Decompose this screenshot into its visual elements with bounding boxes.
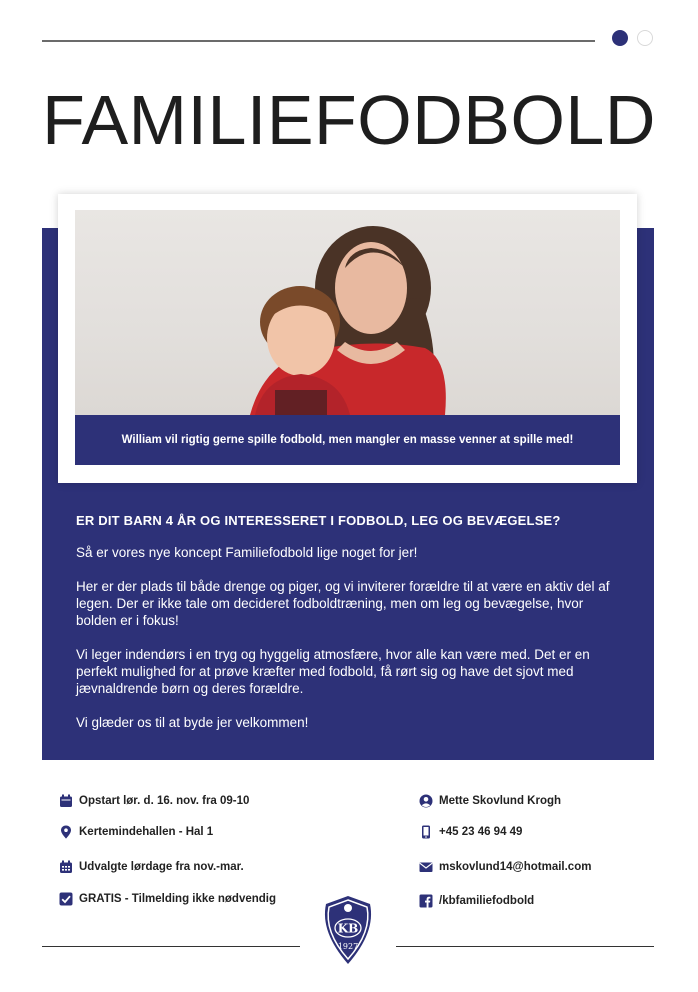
- info-price: [59, 892, 276, 906]
- photo-caption: William vil rigtig gerne spille fodbold, men mangler en masse venner at spille med!: [75, 415, 620, 465]
- body-content: [76, 513, 626, 748]
- bottom-divider-left: [42, 946, 300, 947]
- svg-text:1927: 1927: [337, 942, 359, 951]
- paragraph-description: Her er der plads til både drenge og piger, og vi inviterer forældre til at være en aktiv del af legen. Der er ikke tale om decideret fodboldtræning, men om leg og bevægelse, hvor bolden er i fokus!: [76, 579, 610, 628]
- location-pin-icon: [59, 825, 73, 839]
- club-logo: [318, 894, 378, 966]
- phone-icon: [419, 825, 433, 839]
- envelope-icon: [419, 860, 433, 874]
- page-title: FAMILIEFODBOLD: [42, 81, 656, 159]
- top-divider: [42, 40, 595, 42]
- info-start-date: [59, 794, 249, 808]
- info-phone-text: +45 23 46 94 49: [439, 826, 523, 838]
- calendar-grid-icon: [59, 860, 73, 874]
- content-heading: ER DIT BARN 4 ÅR OG INTERESSERET I FODBOLD, LEG OG BEVÆGELSE?: [76, 513, 561, 528]
- paragraph-atmosphere: Vi leger indendørs i en tryg og hyggelig atmosfære, hvor alle kan være med. Det er en perfekt mulighed for at prøve kræfter med fodbold, få rørt sig og have det sjovt med jævnaldrende børn og deres forældre.: [76, 647, 590, 696]
- info-facebook-text: /kbfamiliefodbold: [439, 895, 535, 907]
- info-start-date-text: Opstart lør. d. 16. nov. fra 09-10: [79, 795, 250, 807]
- paragraph-intro: Så er vores nye koncept Familiefodbold lige noget for jer!: [76, 545, 418, 560]
- page-indicator-dot[interactable]: [637, 30, 653, 46]
- info-schedule-text: Udvalgte lørdage fra nov.-mar.: [79, 861, 244, 873]
- info-contact-name-text: Mette Skovlund Krogh: [439, 795, 562, 807]
- info-facebook[interactable]: [419, 894, 534, 908]
- paragraph-welcome: Vi glæder os til at byde jer velkommen!: [76, 715, 309, 730]
- family-photo: [75, 210, 620, 415]
- page-indicator-dot-active[interactable]: [612, 30, 628, 46]
- checkbox-icon: [59, 892, 73, 906]
- info-location-text: Kertemindehallen - Hal 1: [79, 826, 214, 838]
- photo-card: [58, 194, 637, 483]
- info-location: [59, 825, 213, 839]
- info-email[interactable]: [419, 860, 591, 874]
- info-phone[interactable]: [419, 825, 522, 839]
- info-schedule: [59, 860, 244, 874]
- bottom-divider-right: [396, 946, 654, 947]
- svg-text:KB: KB: [337, 921, 359, 936]
- info-contact-name: [419, 794, 561, 808]
- info-email-text: mskovlund14@hotmail.com: [439, 861, 592, 873]
- calendar-icon: [59, 794, 73, 808]
- info-price-text: GRATIS - Tilmelding ikke nødvendig: [79, 893, 277, 905]
- user-circle-icon: [419, 794, 433, 808]
- facebook-icon: [419, 894, 433, 908]
